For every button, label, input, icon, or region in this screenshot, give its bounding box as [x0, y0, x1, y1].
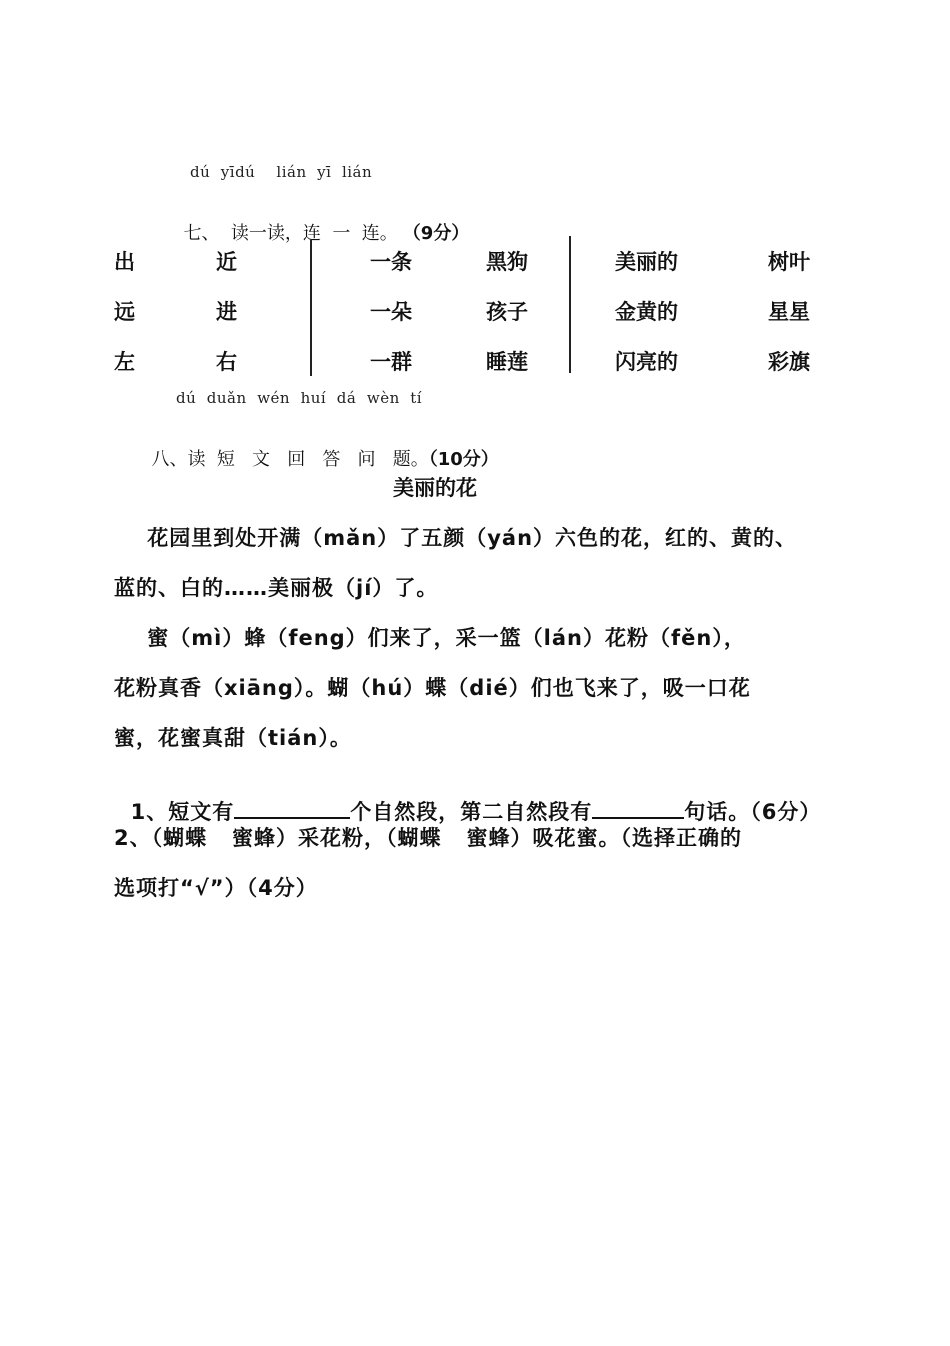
section8-heading-text: 八、读 短 文 回 答 问 题。	[151, 449, 429, 470]
section8-score: （10分）	[428, 449, 499, 470]
section8-pinyin: dú duǎn wén huí dá wèn tí	[176, 389, 423, 407]
passage-line: 蜜（mì）蜂（feng）们来了，采一篮（lán）花粉（fěn），	[114, 626, 746, 650]
match-word: 星星	[768, 300, 810, 324]
match-word: 远	[114, 300, 135, 324]
match-word: 彩旗	[768, 350, 810, 374]
question-1	[114, 772, 821, 826]
match-word: 近	[216, 250, 237, 274]
column-divider	[310, 240, 312, 376]
section7-heading	[172, 198, 469, 245]
match-word: 一条	[370, 250, 412, 274]
match-word: 左	[114, 350, 135, 374]
match-word: 一群	[370, 350, 412, 374]
match-word: 孩子	[486, 300, 528, 324]
match-word: 树叶	[768, 250, 810, 274]
match-word: 出	[114, 250, 135, 274]
question-1-part3: 句话。（6分）	[684, 800, 822, 824]
match-word: 金黄的	[615, 300, 678, 324]
passage-title: 美丽的花	[393, 476, 477, 500]
question-2-line2: 选项打“√”）（4分）	[114, 876, 318, 900]
answer-blank-paragraph-count[interactable]	[234, 797, 350, 819]
match-word: 右	[216, 350, 237, 374]
column-divider	[569, 236, 571, 373]
section8-heading	[140, 424, 499, 471]
section7-pinyin: dú yīdú lián yī lián	[190, 163, 373, 181]
section7-heading-text: 七、 读一读，连 一 连。	[183, 223, 398, 244]
passage-line: 花粉真香（xiāng）。蝴（hú）蝶（dié）们也飞来了，吸一口花	[114, 676, 751, 700]
match-word: 睡莲	[486, 350, 528, 374]
match-word: 闪亮的	[615, 350, 678, 374]
question-2-line1: 2、（蝴蝶 蜜蜂）采花粉，（蝴蝶 蜜蜂）吸花蜜。（选择正确的	[114, 826, 742, 850]
question-1-part1: 1、短文有	[130, 800, 235, 824]
match-word: 黑狗	[486, 250, 528, 274]
passage-line: 蓝的、白的……美丽极（jí）了。	[114, 576, 439, 600]
match-word: 美丽的	[615, 250, 678, 274]
match-word: 进	[216, 300, 237, 324]
passage-line: 花园里到处开满（mǎn）了五颜（yán）六色的花，红的、黄的、	[114, 526, 798, 550]
question-1-part2: 个自然段，第二自然段有	[350, 800, 593, 824]
match-word: 一朵	[370, 300, 412, 324]
answer-blank-sentence-count[interactable]	[592, 797, 684, 819]
section7-score: （9分）	[411, 223, 470, 244]
passage-line: 蜜，花蜜真甜（tián）。	[114, 726, 352, 750]
